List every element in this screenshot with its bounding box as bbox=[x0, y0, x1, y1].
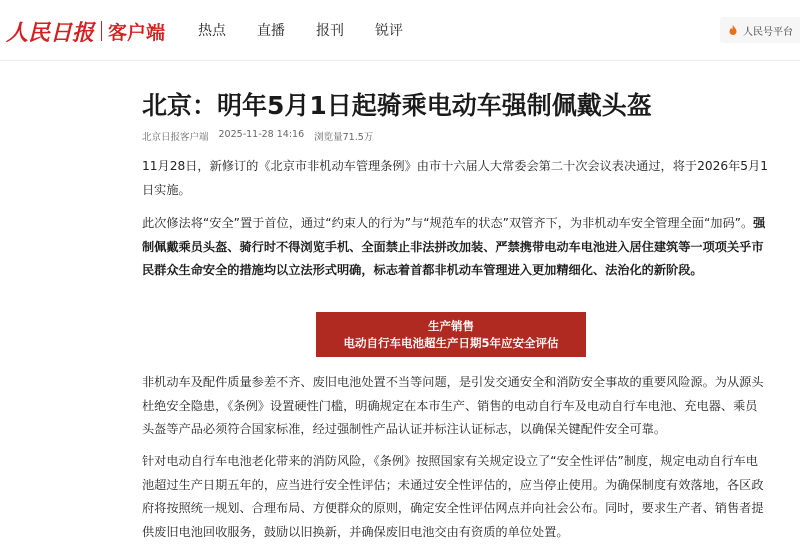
section-banner bbox=[316, 312, 586, 357]
article-meta bbox=[142, 129, 373, 143]
paragraph-1: 11月28日，新修订的《北京市非机动车管理条例》由市十六届人大常委会第二十次会议表决通过，将于2026年5月1日实施。 bbox=[142, 159, 768, 197]
paragraph-2-bold: 强制佩戴乘员头盔、骑行时不得浏览手机、全面禁止非法拼改加装、严禁携带电动车电池进入居住建筑等一项项关乎市民群众生命安全的措施均以立法形式明确，标志着首都非机动车管理进入更加精细化、法治化的新阶段。 bbox=[142, 216, 766, 277]
logo-wordmark: 人民日报 bbox=[6, 19, 95, 46]
logo-subtitle: 客户端 bbox=[108, 21, 166, 44]
paragraph-2-text: 此次修法将“安全”置于首位，通过“约束人的行为”与“规范车的状态”双管齐下，为非机动车安全管理全面“加码”。 bbox=[142, 216, 754, 230]
paragraph-3: 非机动车及配件质量参差不齐、废旧电池处置不当等问题，是引发交通安全和消防安全事故的重要风险源。为从源头杜绝安全隐患，《条例》设置硬性门槛，明确规定在本市生产、销售的电动自行车及电动自行车电池、充电器、乘员头盔等产品必须符合国家标准，经过强制性产品认证并标注认证标志，以确保关键配件安全可靠。 bbox=[142, 375, 764, 436]
banner-line-1: 生产销售 bbox=[428, 318, 474, 333]
main-nav bbox=[198, 20, 434, 40]
article-source[interactable]: 北京日报客户端 bbox=[142, 132, 209, 143]
paragraph-4: 针对电动自行车电池老化带来的消防风险，《条例》按照国家有关规定设立了“安全性评估”制度，规定电动自行车电池超过生产日期五年的，应当进行安全性评估；未通过安全性评估的，应当停止使用。为确保制度有效落地，各区政府将按照统一规划、合理布局、方便群众的原则，确定安全性评估网点并向社会公布。同时，要求生产者、销售者提供废旧电池回收服务，鼓励以旧换新，并确保废旧电池交由有资质的单位处置。 bbox=[142, 454, 764, 539]
nav-item-commentary[interactable]: 锐评 bbox=[375, 23, 403, 39]
paragraph-2 bbox=[142, 212, 768, 283]
nav-item-live[interactable]: 直播 bbox=[257, 23, 285, 39]
nav-item-hot[interactable]: 热点 bbox=[198, 23, 226, 39]
top-bar bbox=[0, 0, 800, 61]
nav-item-newspapers[interactable]: 报刊 bbox=[316, 23, 344, 39]
platform-label: 人民号平台 bbox=[743, 26, 793, 38]
app-logo[interactable] bbox=[6, 16, 165, 46]
article-time: 2025-11-28 14:16 bbox=[218, 129, 305, 140]
article-title: 北京：明年5月1日起骑乘电动车强制佩戴头盔 bbox=[142, 91, 652, 120]
logo-divider bbox=[101, 21, 102, 41]
article-views: 浏览量71.5万 bbox=[314, 132, 374, 143]
banner-line-2: 电动自行车电池超生产日期5年应安全评估 bbox=[343, 335, 559, 350]
platform-button[interactable] bbox=[720, 17, 800, 43]
flame-icon bbox=[727, 24, 739, 36]
